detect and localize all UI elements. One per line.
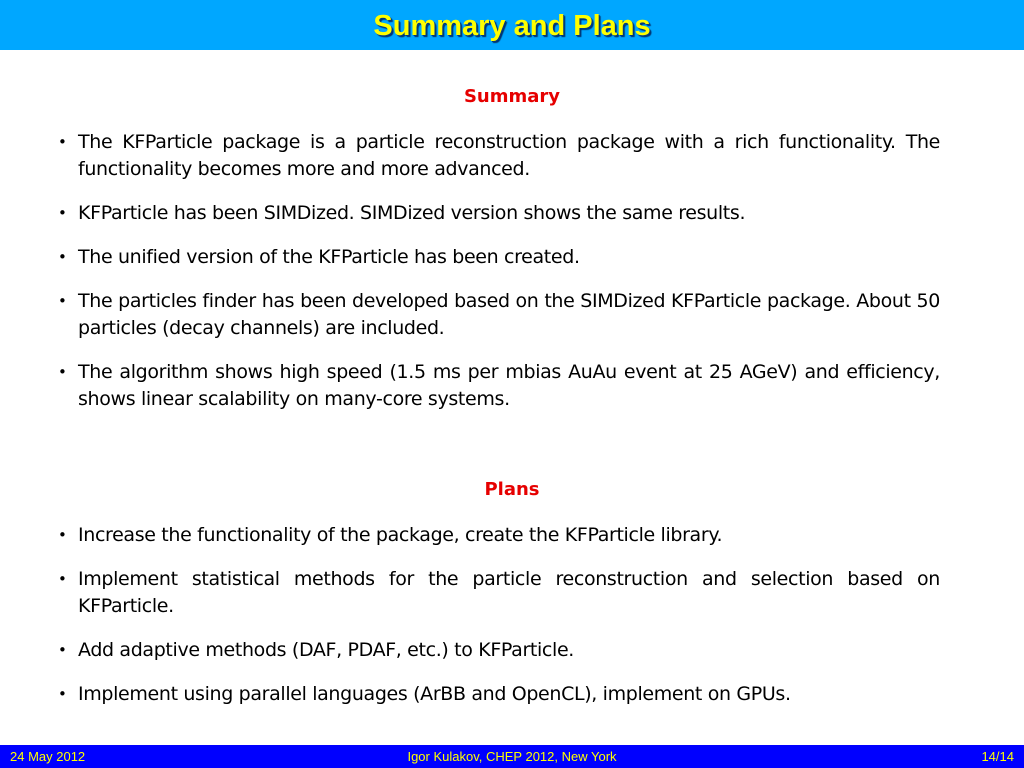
footer-date: 24 May 2012 [10,749,86,764]
footer-author: Igor Kulakov, CHEP 2012, New York [407,749,617,764]
summary-bullet-list [56,129,940,430]
plans-bullet-text: Implement using parallel languages (ArBB and OpenCL), implement on GPUs. [78,683,791,705]
plans-heading: Plans [484,479,540,500]
plans-bullet-text: Add adaptive methods (DAF, PDAF, etc.) to KFParticle. [78,639,574,661]
plans-bullet-item [56,522,940,549]
summary-bullet-text: The algorithm shows high speed (1.5 ms per mbias AuAu event at 25 AGeV) and efficiency, shows linear scalability on many-core systems. [78,361,940,410]
bullet-icon: • [58,204,67,222]
summary-bullet-text: KFParticle has been SIMDized. SIMDized version shows the same results. [78,202,746,224]
bullet-icon: • [58,641,67,659]
bullet-icon: • [58,363,67,381]
summary-bullet-item [56,288,940,342]
summary-bullet-item [56,200,940,227]
bullet-icon: • [58,133,67,151]
bullet-icon: • [58,570,67,588]
summary-heading: Summary [463,86,561,107]
plans-bullet-item [56,566,940,620]
bullet-icon: • [58,526,67,544]
summary-bullet-item [56,244,940,271]
bullet-icon: • [58,685,67,703]
plans-bullet-list [56,522,940,725]
plans-bullet-text: Increase the functionality of the package, create the KFParticle library. [78,524,723,546]
summary-bullet-text: The KFParticle package is a particle reconstruction package with a rich functionality. The functionality becomes more and more advanced. [78,131,940,180]
plans-bullet-item [56,637,940,664]
plans-bullet-text: Implement statistical methods for the particle reconstruction and selection based on KFParticle. [78,568,940,617]
summary-bullet-item [56,359,940,413]
footer-page-number: 14/14 [981,749,1014,764]
summary-bullet-item [56,129,940,183]
plans-bullet-item [56,681,940,708]
slide-title: Summary and Plans [373,10,651,42]
summary-bullet-text: The unified version of the KFParticle has been created. [78,246,580,268]
bullet-icon: • [58,248,67,266]
bullet-icon: • [58,292,67,310]
summary-bullet-text: The particles finder has been developed based on the SIMDized KFParticle package. About 50 particles (decay channels) are included. [78,290,940,339]
